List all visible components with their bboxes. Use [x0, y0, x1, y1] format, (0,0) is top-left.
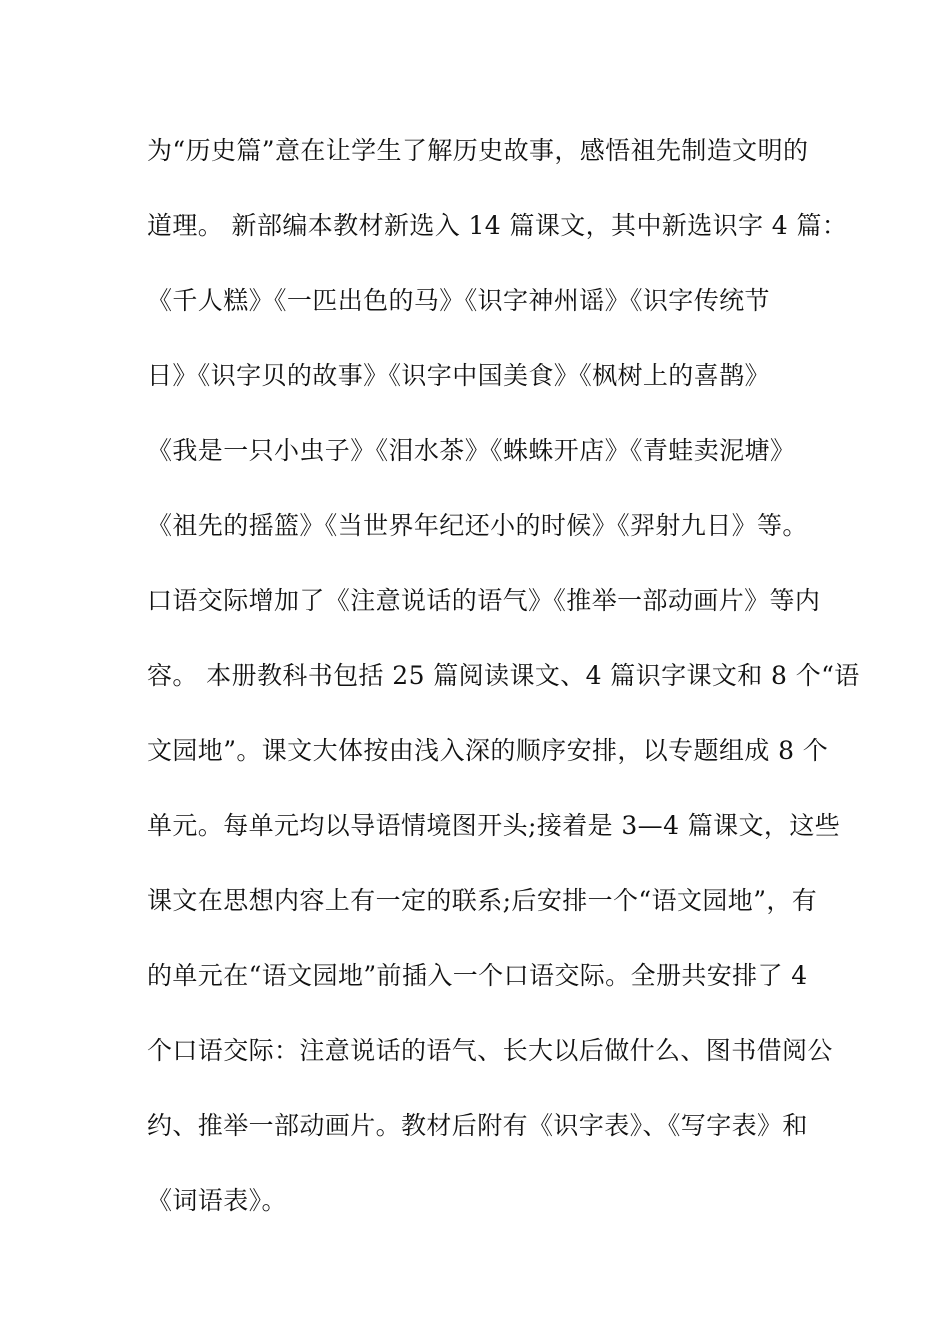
text-line: 约、推举一部动画片。教材后附有《识字表》、《写字表》和	[147, 1111, 808, 1140]
text-line: 单元。每单元均以导语情境图开头;接着是 3—4 篇课文，这些	[147, 811, 841, 840]
text-line: 课文在思想内容上有一定的联系;后安排一个“语文园地”，有	[147, 886, 818, 915]
text-line: 《我是一只小虫子》《泪水茶》《蛛蛛开店》《青蛙卖泥塘》	[147, 436, 796, 465]
text-line: 容。 本册教科书包括 25 篇阅读课文、4 篇识字课文和 8 个“语	[147, 661, 860, 690]
text-line: 《千人糕》《一匹出色的马》《识字神州谣》《识字传统节	[147, 286, 770, 315]
text-line: 日》《识字贝的故事》《识字中国美食》《枫树上的喜鹊》	[147, 361, 770, 390]
text-line: 《祖先的摇篮》《当世界年纪还小的时候》《羿射九日》等。	[147, 511, 808, 540]
text-line: 个口语交际：注意说话的语气、长大以后做什么、图书借阅公	[147, 1036, 833, 1065]
text-line: 的单元在“语文园地”前插入一个口语交际。全册共安排了 4	[147, 961, 808, 990]
text-line: 《词语表》。	[147, 1186, 287, 1215]
text-line: 口语交际增加了《注意说话的语气》《推举一部动画片》等内	[147, 586, 821, 615]
text-line: 道理。 新部编本教材新选入 14 篇课文，其中新选识字 4 篇：	[147, 211, 848, 240]
text-line: 为“历史篇”意在让学生了解历史故事，感悟祖先制造文明的	[147, 136, 809, 165]
text-line: 文园地”。课文大体按由浅入深的顺序安排，以专题组成 8 个	[147, 736, 829, 765]
